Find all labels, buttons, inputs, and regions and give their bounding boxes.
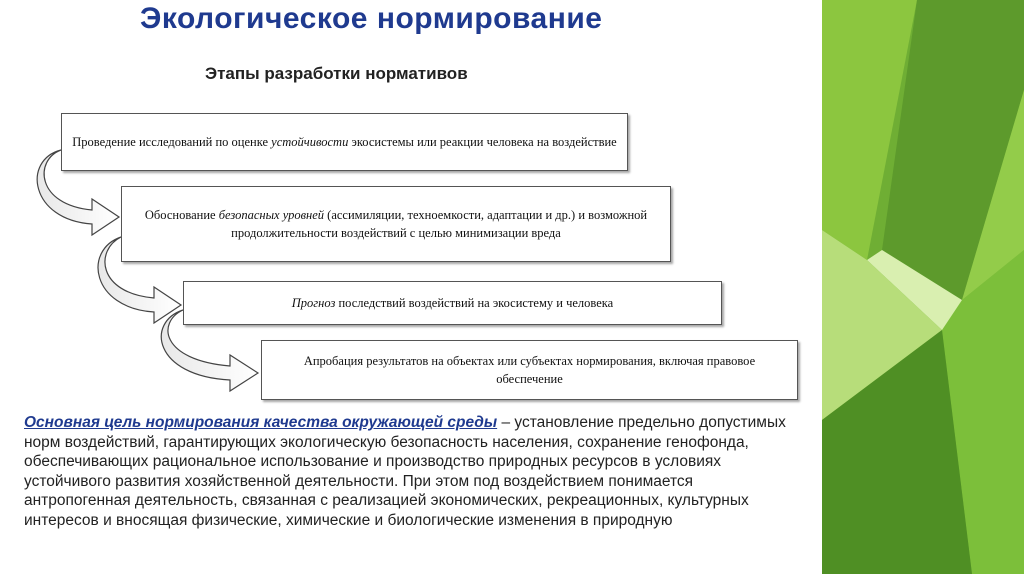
dash: – — [497, 414, 515, 431]
goal-body: установление предельно допустимых норм воздействий, гарантирующих экологическую безопасность населения, сохранение генофонда, обеспечивающих рациональное использование и производство природных ресурсов в условиях устойчивого развития хозяйственной деятельности. При этом под воздействием понимается антропогенная деятельность, связанная с реализацией экономических, рекреационных, культурных интересов и вносящая физические, химические и биологические изменения в природную — [24, 414, 786, 529]
stage-box-safe-levels: Обоснование безопасных уровней (ассимиляции, техноемкости, адаптации и др.) и возможной продолжительности воздействий с целью минимизации вреда — [121, 186, 671, 262]
main-paragraph — [24, 413, 794, 530]
stage-box-forecast: Прогноз последствий воздействий на экосистему и человека — [183, 281, 722, 325]
goal-heading: Основная цель нормирования качества окружающей среды — [24, 414, 498, 431]
slide-title: Экологическое нормирование — [140, 2, 603, 35]
diagram-subtitle: Этапы разработки нормативов — [205, 64, 468, 83]
stage-box-research: Проведение исследований по оценке устойчивости экосистемы или реакции человека на воздействие — [61, 113, 628, 171]
decorative-green-panel — [822, 0, 1024, 574]
stage-box-approbation: Апробация результатов на объектах или субъектах нормирования, включая правовое обеспечение — [261, 340, 798, 400]
